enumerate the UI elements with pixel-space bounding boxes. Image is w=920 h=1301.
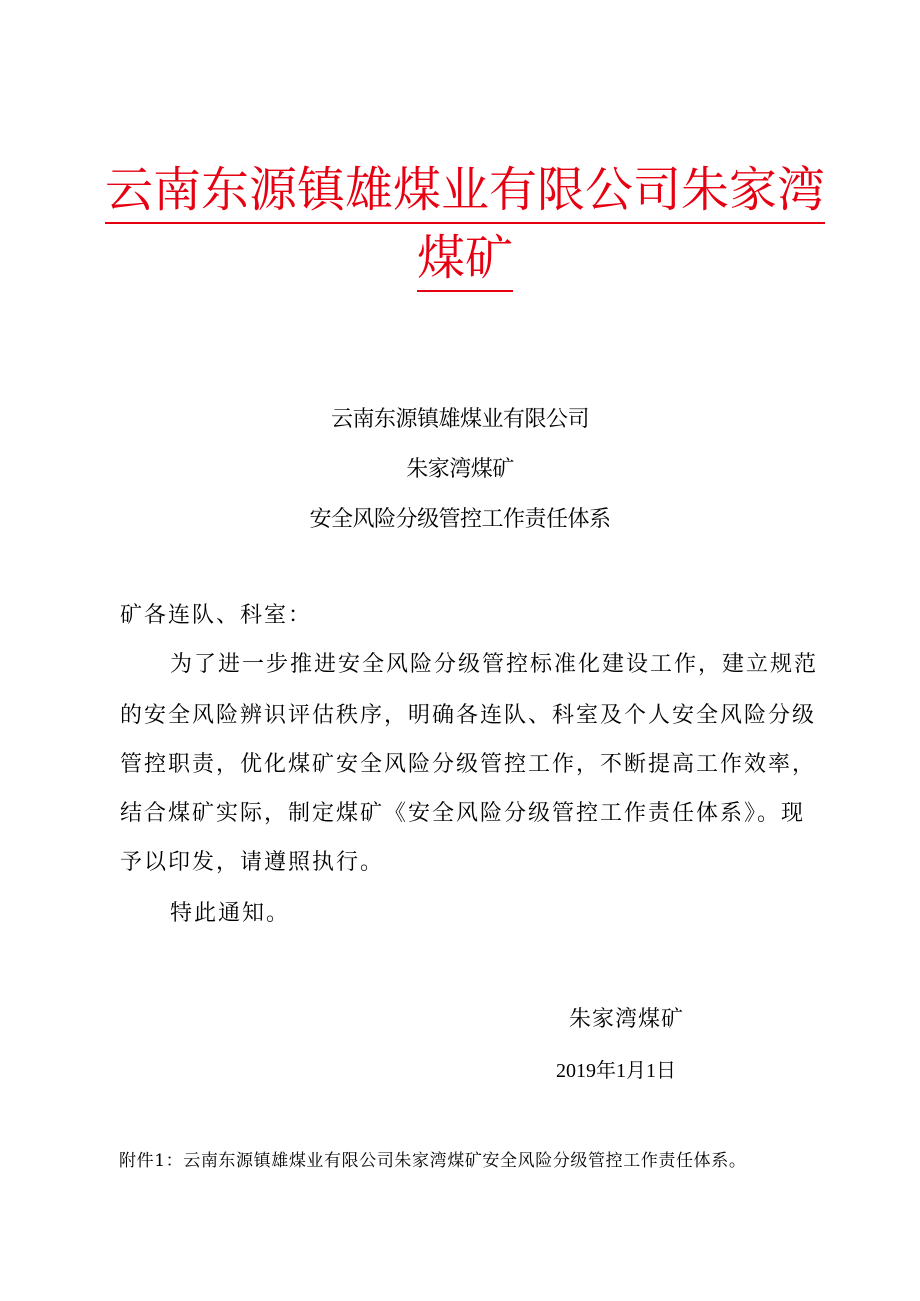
salutation: 矿各连队、科室： bbox=[120, 603, 313, 628]
mine-title: 朱家湾煤矿 bbox=[406, 457, 514, 482]
notice-line: 特此通知。 bbox=[170, 901, 291, 926]
paragraph-line: 为了进一步推进安全风险分级管控标准化建设工作，建立规范 bbox=[170, 652, 819, 677]
header-title-text-1: 云南东源镇雄煤业有限公司朱家湾 bbox=[105, 162, 825, 224]
signer-name: 朱家湾煤矿 bbox=[569, 1007, 685, 1032]
header-title-line-1 bbox=[80, 160, 850, 220]
issue-date: 2019年1月1日 bbox=[556, 1060, 676, 1082]
company-title: 云南东源镇雄煤业有限公司 bbox=[330, 407, 589, 432]
paragraph-line: 结合煤矿实际，制定煤矿《安全风险分级管控工作责任体系》。现 bbox=[120, 801, 806, 826]
paragraph-line: 予以印发，请遵照执行。 bbox=[120, 850, 385, 875]
header-title-text-2: 煤矿 bbox=[417, 230, 513, 292]
paragraph-line: 的安全风险辨识评估秩序，明确各连队、科室及个人安全风险分级 bbox=[120, 703, 817, 728]
attachment-note: 附件1：云南东源镇雄煤业有限公司朱家湾煤矿安全风险分级管控工作责任体系。 bbox=[119, 1151, 747, 1171]
header-title-line-2 bbox=[80, 228, 850, 288]
paragraph-line: 管控职责，优化煤矿安全风险分级管控工作，不断提高工作效率， bbox=[120, 752, 817, 777]
system-title: 安全风险分级管控工作责任体系 bbox=[309, 507, 611, 532]
